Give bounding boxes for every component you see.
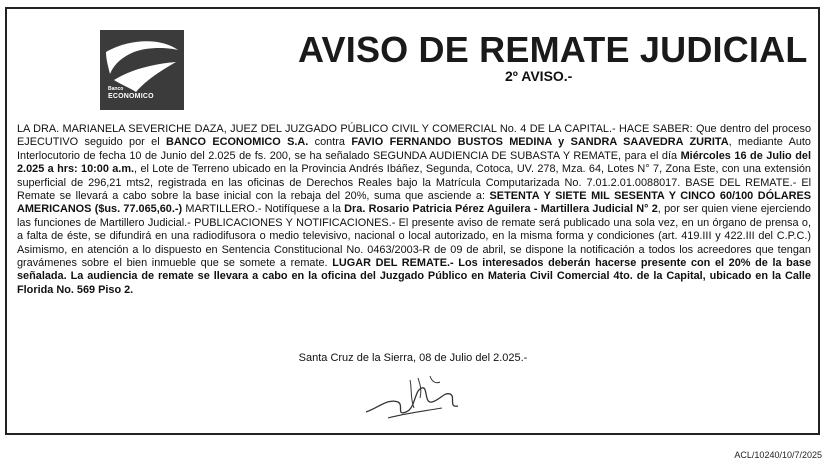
- body-publication: , por ser quien viene ejerciendo las funciones de Martillero Judicial.- PUBLICACIONES Y NOTIFICACIONES.- El presente aviso de remate será publicado una sola vez, en un órgano de prensa o, a falta de éste, se difundirá en una radiodifusora o medio televisivo, nacional o local autorizado, en la misma forma y condiciones (art. 419.III y 422.III del C.P.C.) Asimismo, en atención a lo dispuesto en Sentencia Constitucional No. 0463/2003-R de 09 de abril, se dispone la notificación a todos los acreedores que tengan gravámenes sobre el bien inmueble que se somete a remate.: [17, 203, 811, 270]
- logo-bank-name: ECONOMICO: [108, 93, 154, 100]
- debtor-names: FAVIO FERNANDO BUSTOS MEDINA y SANDRA SAAVEDRA ZURITA: [351, 136, 729, 149]
- notice-subtitle: 2º AVISO.-: [505, 68, 573, 84]
- logo-bank-label: Banco: [108, 86, 124, 92]
- notice-body: [17, 123, 811, 297]
- body-against: contra: [308, 136, 352, 149]
- creditor-name: BANCO ECONOMICO S.A.: [166, 136, 309, 149]
- body-notify: MARTILLERO.- Notifíquese a la: [182, 203, 345, 216]
- base-amount: SETENTA Y SIETE MIL SESENTA Y CINCO 60/100 DÓLARES AMERICANOS ($us. 77.065,60.-): [17, 190, 811, 216]
- auctioneer-name: Dra. Rosario Patricia Pérez Aguilera - Martillera Judicial N° 2: [344, 203, 658, 216]
- handwritten-signature: [358, 368, 468, 428]
- body-intro: LA DRA. MARIANELA SEVERICHE DAZA, JUEZ DEL JUZGADO PÚBLICO CIVIL Y COMERCIAL No. 4 DE LA CAPITAL.- HACE SABER: Que dentro del proceso EJECUTIVO seguido por el: [17, 123, 811, 149]
- auction-date: Miércoles 16 de Julio del 2.025 a hrs: 10:00 a.m.: [17, 149, 811, 176]
- publication-reference: ACL/10240/10/7/2025: [734, 450, 822, 460]
- closing-statement: Los interesados deberán hacerse presente con el 20% de la base señalada. La audiencia de remate se llevara a cabo en la oficina del Juzgado Público en Materia Civil Comercial 4to. de la Capital, ubicado en la Calle Florida No. 569 Piso 2.: [17, 257, 812, 296]
- body-property: , el Lote de Terreno ubicado en la Provincia Andrés Ibáñez, Segunda, Cotoca, UV. 278, Mza. 64, Lotes N° 7, Zona Este, con una extensión superficial de 296,21 mts2, registrada en las oficinas de Derechos Reales bajo la Matrícula Computarizada No. 7.01.2.01.0088017. BASE DEL REMATE.- El Remate se llevará a cabo sobre la base inicial con la rebaja del 20%, suma que asciende a:: [17, 163, 811, 203]
- place-heading: LUGAR DEL REMATE.-: [332, 257, 454, 270]
- body-auto: , mediante Auto Interlocutorio de fecha 10 de Junio del 2.025 de fs. 200, se ha señalado SEGUNDA AUDIENCIA DE SUBASTA Y REMATE, para el día: [17, 136, 811, 162]
- place-and-date: Santa Cruz de la Sierra, 08 de Julio del 2.025.-: [298, 352, 528, 364]
- notice-title: AVISO DE REMATE JUDICIAL: [298, 29, 808, 70]
- bank-logo: [100, 30, 184, 110]
